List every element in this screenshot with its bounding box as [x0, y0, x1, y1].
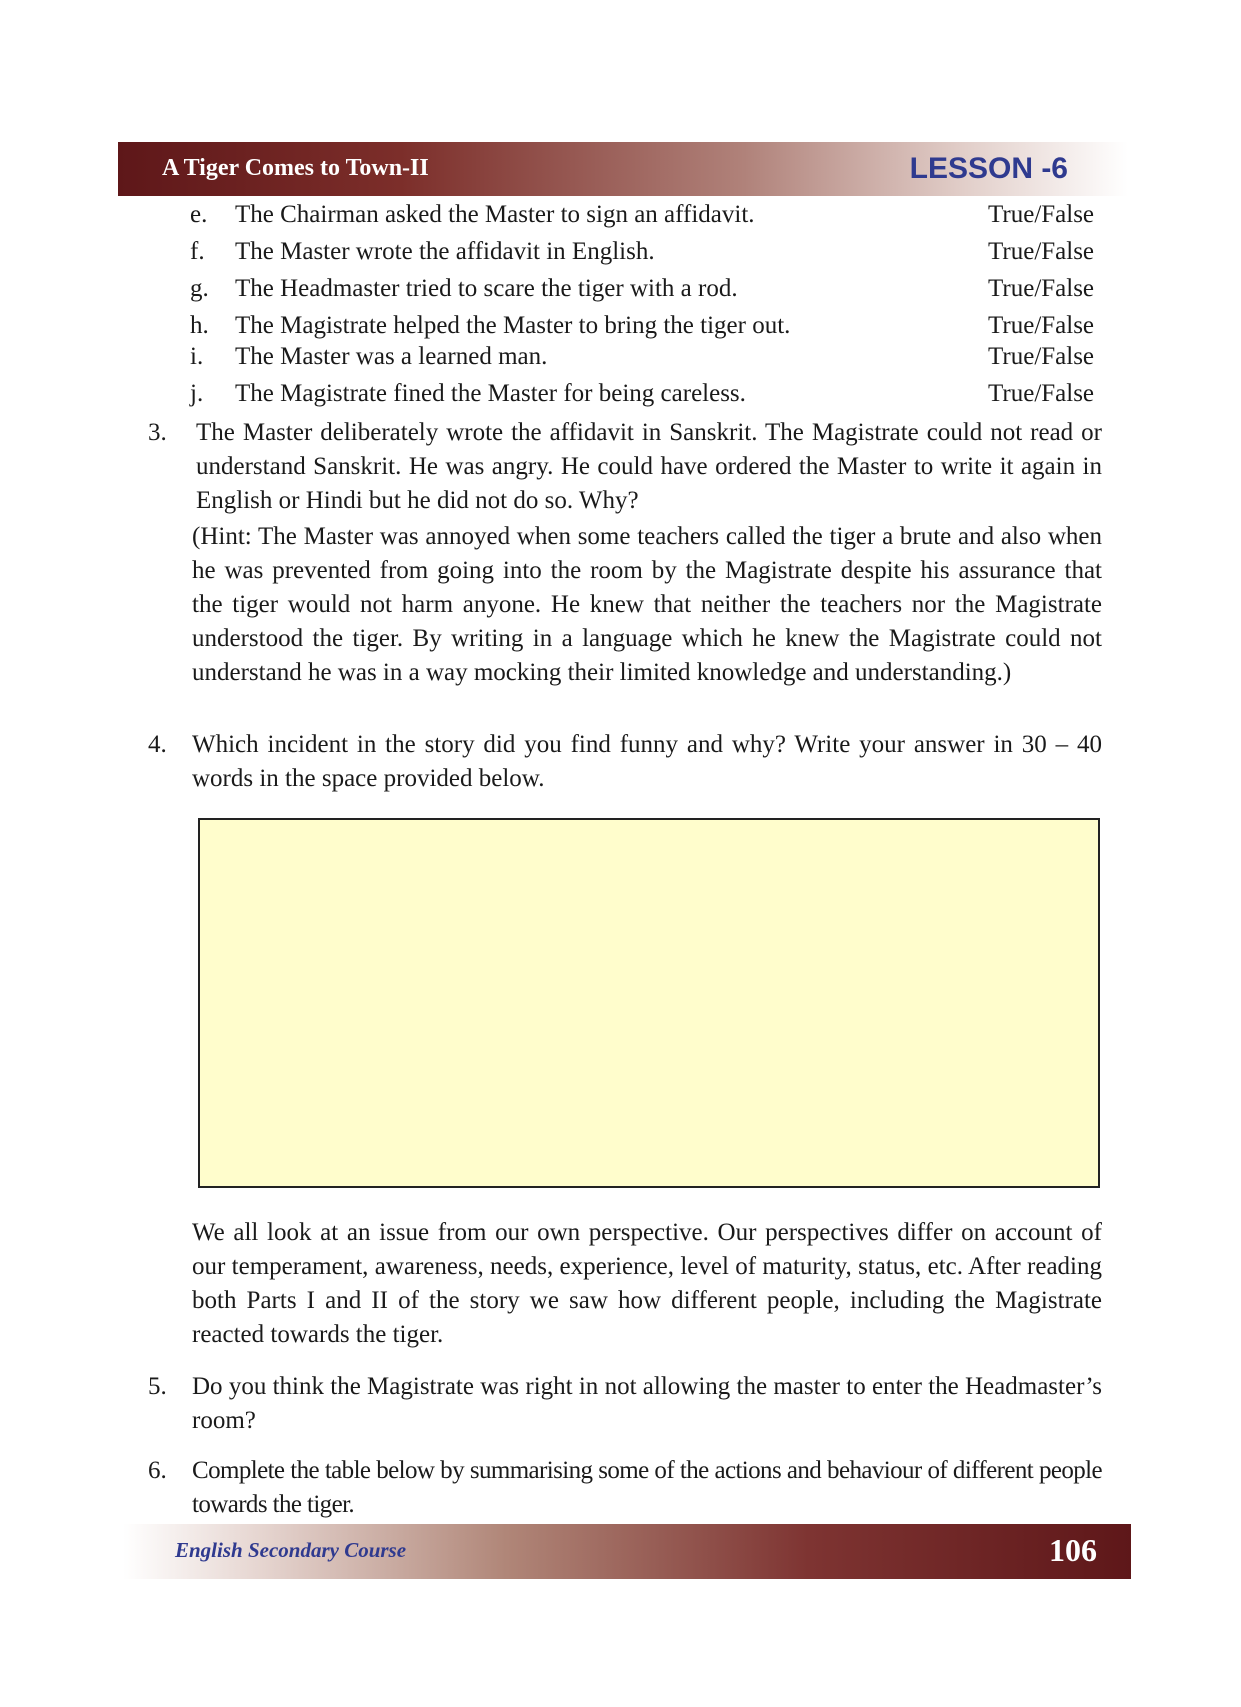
- perspective-paragraph: We all look at an issue from our own perspective. Our perspectives differ on account of our temperament, awareness, needs, experience, level of maturity, status, etc. After reading both Parts I and II of the story we saw how different people, including the Magistrate reacted towards the tiger.: [192, 1219, 1102, 1348]
- item-statement: The Master was a learned man.: [235, 343, 548, 370]
- question-number: 3.: [148, 419, 167, 446]
- item-statement: The Magistrate helped the Master to bring the tiger out.: [235, 312, 791, 339]
- course-name: English Secondary Course: [175, 1538, 407, 1562]
- question-text: The Master deliberately wrote the affidavit in Sanskrit. The Magistrate could not read or understand Sanskrit. He was angry. He could have ordered the Master to write it again in English or Hindi but he did not do so. Why?: [196, 419, 1102, 514]
- page-number: 106: [1049, 1532, 1097, 1568]
- item-statement: The Master wrote the affidavit in English.: [235, 238, 655, 265]
- item-letter: f.: [190, 238, 205, 265]
- item-letter: i.: [190, 343, 204, 370]
- lesson-label: LESSON -6: [909, 152, 1068, 185]
- hint-text: (Hint: The Master was annoyed when some teachers called the tiger a brute and also when he was prevented from going into the room by the Magistrate despite his assurance that the tiger would not harm anyone. He knew that neither the teachers nor the Magistrate understood the tiger. By writing in a language which he knew the Magistrate could not understand he was in a way mocking their limited knowledge and understanding.): [192, 523, 1102, 686]
- question-number: 4.: [148, 731, 167, 758]
- true-false-options: True/False: [988, 238, 1095, 265]
- question-text: Which incident in the story did you find funny and why? Write your answer in 30 – 40 words in the space provided below.: [192, 731, 1102, 792]
- chapter-title: A Tiger Comes to Town-II: [162, 155, 429, 181]
- item-statement: The Headmaster tried to scare the tiger with a rod.: [235, 275, 738, 302]
- true-false-options: True/False: [988, 380, 1095, 407]
- question-text: Do you think the Magistrate was right in not allowing the master to enter the Headmaster’s room?: [192, 1373, 1102, 1434]
- item-letter: h.: [190, 312, 209, 339]
- item-letter: j.: [190, 380, 204, 407]
- question-number: 5.: [148, 1373, 167, 1400]
- page-header-band: [118, 142, 1128, 196]
- true-false-options: True/False: [988, 201, 1095, 228]
- true-false-options: True/False: [988, 343, 1095, 370]
- question-text: Complete the table below by summarising some of the actions and behaviour of different people towards the tiger.: [192, 1457, 1102, 1518]
- true-false-options: True/False: [988, 312, 1095, 339]
- item-statement: The Magistrate fined the Master for being careless.: [235, 380, 746, 407]
- answer-box[interactable]: [198, 818, 1100, 1188]
- page-footer-band: [123, 1524, 1131, 1579]
- true-false-options: True/False: [988, 275, 1095, 302]
- item-letter: g.: [190, 275, 209, 302]
- question-number: 6.: [148, 1457, 167, 1484]
- item-letter: e.: [190, 201, 208, 228]
- item-statement: The Chairman asked the Master to sign an affidavit.: [235, 201, 755, 228]
